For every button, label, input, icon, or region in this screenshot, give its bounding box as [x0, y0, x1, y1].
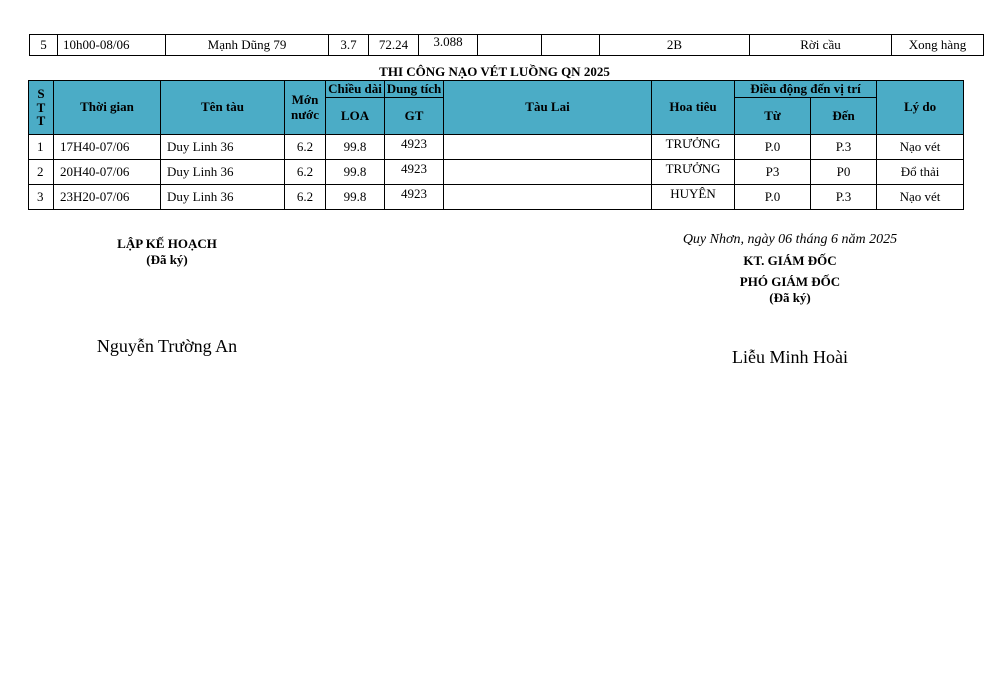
header-length: Chiều dài — [326, 81, 385, 98]
ship-cell: Duy Linh 36 — [161, 135, 285, 160]
table-row — [29, 160, 964, 185]
ship-cell: Duy Linh 36 — [161, 160, 285, 185]
reason-cell: Xong hàng — [892, 35, 984, 56]
from-cell: P3 — [735, 160, 811, 185]
empty-cell — [478, 35, 542, 56]
section-title: THI CÔNG NẠO VÉT LUỒNG QN 2025 — [379, 64, 610, 79]
tug-cell — [444, 185, 652, 210]
to-cell: P.3 — [811, 185, 877, 210]
header-time: Thời gian — [54, 81, 161, 135]
length-cell: 99.8 — [326, 185, 385, 210]
ship-cell: Mạnh Dũng 79 — [166, 35, 329, 56]
header-gt: GT — [385, 98, 444, 135]
time-cell: 10h00-08/06 — [58, 35, 166, 56]
tug-cell — [444, 160, 652, 185]
empty-cell — [542, 35, 600, 56]
stt-cell: 3 — [29, 185, 54, 210]
pilot-cell: HUYÊN — [652, 185, 735, 210]
draft-cell: 6.2 — [285, 185, 326, 210]
gt-cell: 4923 — [385, 160, 444, 185]
header-loa: LOA — [326, 98, 385, 135]
header-ship: Tên tàu — [161, 81, 285, 135]
draft-cell: 6.2 — [285, 135, 326, 160]
signed-status: (Đã ký) — [146, 252, 188, 267]
previous-schedule-table — [29, 34, 984, 56]
gt-cell: 4923 — [385, 135, 444, 160]
table-row — [30, 35, 984, 56]
pilot-cell: TRƯỞNG — [652, 135, 735, 160]
ship-cell: Duy Linh 36 — [161, 185, 285, 210]
to-cell: P0 — [811, 160, 877, 185]
length-cell: 99.8 — [326, 135, 385, 160]
reason-cell: Nạo vét — [877, 135, 964, 160]
pilot-cell: TRƯỞNG — [652, 160, 735, 185]
time-cell: 20H40-07/06 — [54, 160, 161, 185]
signed-status: (Đã ký) — [769, 290, 811, 305]
draft-cell: 3.7 — [329, 35, 369, 56]
director-title: KT. GIÁM ĐỐC — [743, 253, 837, 268]
header-tug: Tàu Lai — [444, 81, 652, 135]
table-row — [29, 135, 964, 160]
draft-cell: 6.2 — [285, 160, 326, 185]
header-move: Điều động đến vị trí — [735, 81, 877, 98]
left-signature-block — [97, 236, 237, 268]
header-draft: Mớn nước — [285, 81, 326, 135]
stt-cell: 2 — [29, 160, 54, 185]
place-date: Quy Nhơn, ngày 06 tháng 6 năm 2025 — [682, 232, 898, 247]
header-capacity: Dung tích — [385, 81, 444, 98]
director-name: Liễu Minh Hoài — [732, 347, 848, 367]
time-cell: 17H40-07/06 — [54, 135, 161, 160]
right-signature-block — [640, 232, 940, 306]
planner-name: Nguyễn Trường An — [96, 336, 238, 356]
stt-cell: 5 — [30, 35, 58, 56]
header-row — [29, 81, 964, 98]
to-cell: P.3 — [811, 135, 877, 160]
tug-cell — [444, 135, 652, 160]
table-row — [29, 185, 964, 210]
gt-cell: 4923 — [385, 185, 444, 210]
length-cell: 99.8 — [326, 160, 385, 185]
header-stt: S T T — [29, 81, 54, 135]
header-pilot: Hoa tiêu — [652, 81, 735, 135]
stt-cell: 1 — [29, 135, 54, 160]
dredging-schedule-table — [28, 80, 964, 210]
action-cell: Rời cầu — [750, 35, 892, 56]
from-cell: P.0 — [735, 135, 811, 160]
header-to: Đến — [811, 98, 877, 135]
time-cell: 23H20-07/06 — [54, 185, 161, 210]
berth-cell: 2B — [600, 35, 750, 56]
planner-title: LẬP KẾ HOẠCH — [117, 236, 217, 251]
gt-cell: 3.088 — [419, 35, 478, 56]
reason-cell: Đổ thải — [877, 160, 964, 185]
deputy-director-title: PHÓ GIÁM ĐỐC — [739, 274, 841, 289]
reason-cell: Nạo vét — [877, 185, 964, 210]
length-cell: 72.24 — [369, 35, 419, 56]
from-cell: P.0 — [735, 185, 811, 210]
header-from: Từ — [735, 98, 811, 135]
header-reason: Lý do — [877, 81, 964, 135]
